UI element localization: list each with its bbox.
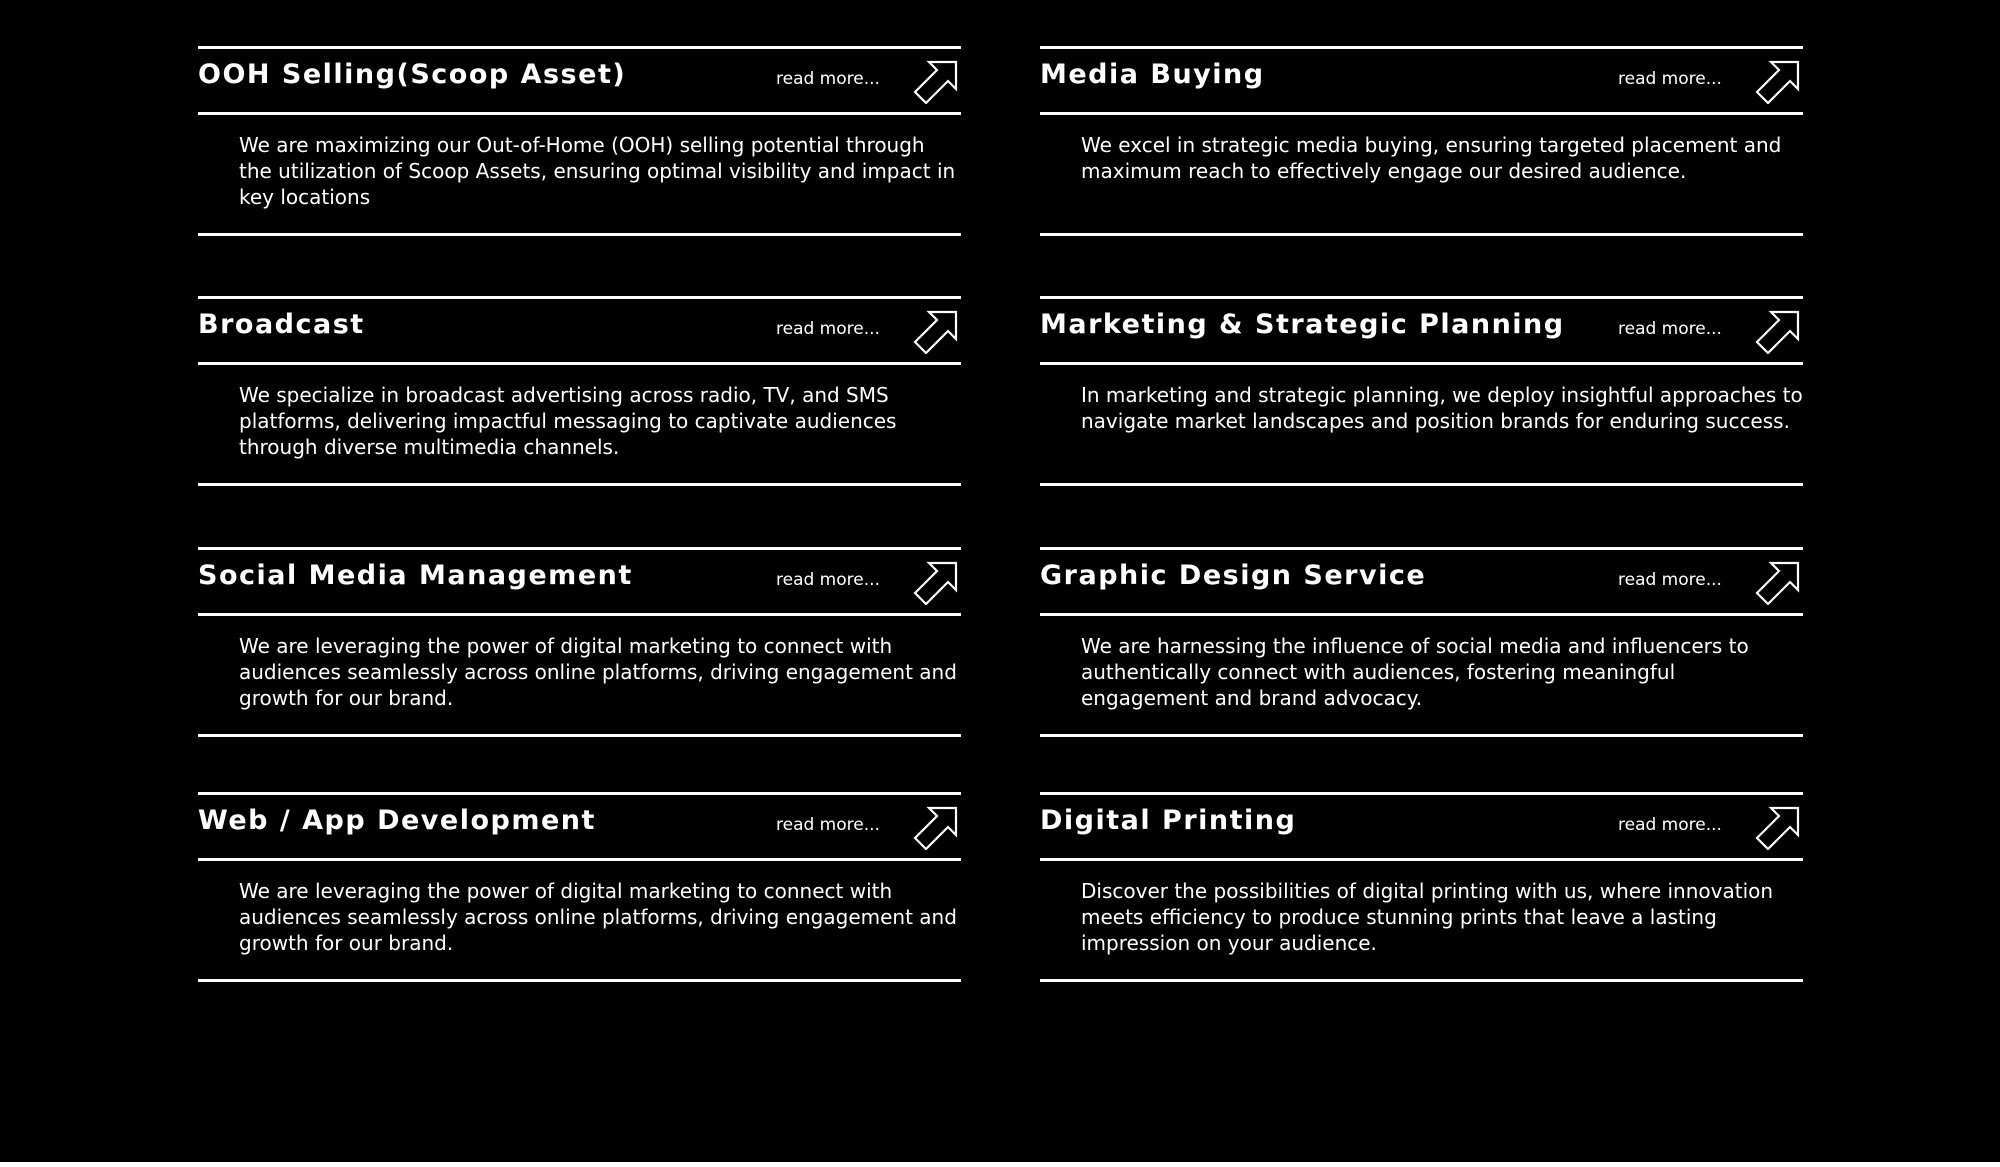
- service-description: Discover the possibilities of digital printing with us, where innovation meets efficiency to produce stunning prints that leave a lasting impression on your audience.: [1081, 879, 1774, 955]
- service-title: OOH Selling(Scoop Asset): [198, 59, 627, 90]
- divider: [1040, 46, 1803, 49]
- divider: [1040, 362, 1803, 365]
- divider: [198, 233, 961, 236]
- service-title: Broadcast: [198, 309, 365, 340]
- service-card-digital-printing: [1040, 792, 1803, 985]
- arrow-up-right-icon[interactable]: [912, 306, 960, 354]
- divider: [1040, 296, 1803, 299]
- arrow-up-right-icon[interactable]: [912, 56, 960, 104]
- read-more-link[interactable]: read more...: [776, 815, 880, 835]
- read-more-link[interactable]: read more...: [1618, 815, 1722, 835]
- divider: [198, 792, 961, 795]
- service-card-web-app: [198, 792, 961, 985]
- divider: [1040, 979, 1803, 982]
- service-description: We excel in strategic media buying, ensuring targeted placement and maximum reach to effectively engage our desired audience.: [1081, 133, 1782, 183]
- divider: [198, 112, 961, 115]
- page-bottom-edge: [0, 1162, 2000, 1167]
- service-card-broadcast: [198, 296, 961, 489]
- divider: [198, 362, 961, 365]
- service-card-graphic-design: [1040, 547, 1803, 740]
- service-title: Social Media Management: [198, 560, 633, 591]
- divider: [198, 979, 961, 982]
- divider: [198, 734, 961, 737]
- service-card-media-buying: [1040, 46, 1803, 239]
- arrow-up-right-icon[interactable]: [1754, 802, 1802, 850]
- service-card-ooh-selling: [198, 46, 961, 239]
- divider: [1040, 858, 1803, 861]
- divider: [198, 296, 961, 299]
- service-description: We specialize in broadcast advertising across radio, TV, and SMS platforms, delivering impactful messaging to captivate audiences through diverse multimedia channels.: [239, 383, 897, 459]
- divider: [198, 547, 961, 550]
- service-card-social-media: [198, 547, 961, 740]
- service-description: In marketing and strategic planning, we deploy insightful approaches to navigate market landscapes and position brands for enduring success.: [1081, 383, 1803, 433]
- divider: [1040, 112, 1803, 115]
- service-title: Graphic Design Service: [1040, 560, 1427, 591]
- read-more-link[interactable]: read more...: [776, 570, 880, 590]
- divider: [198, 46, 961, 49]
- divider: [1040, 483, 1803, 486]
- divider: [198, 858, 961, 861]
- service-card-marketing-planning: [1040, 296, 1803, 489]
- service-title: Marketing & Strategic Planning: [1040, 309, 1565, 340]
- arrow-up-right-icon[interactable]: [1754, 306, 1802, 354]
- service-title: Media Buying: [1040, 59, 1265, 90]
- service-description: We are maximizing our Out-of-Home (OOH) selling potential through the utilization of Scoop Assets, ensuring optimal visibility and impact in key locations: [239, 133, 956, 209]
- read-more-link[interactable]: read more...: [776, 319, 880, 339]
- arrow-up-right-icon[interactable]: [912, 802, 960, 850]
- read-more-link[interactable]: read more...: [776, 69, 880, 89]
- divider: [1040, 547, 1803, 550]
- arrow-up-right-icon[interactable]: [1754, 557, 1802, 605]
- divider: [1040, 734, 1803, 737]
- service-title: Digital Printing: [1040, 805, 1297, 836]
- arrow-up-right-icon[interactable]: [1754, 56, 1802, 104]
- service-description: We are leveraging the power of digital marketing to connect with audiences seamlessly across online platforms, driving engagement and growth for our brand.: [239, 634, 957, 710]
- divider: [1040, 233, 1803, 236]
- divider: [1040, 613, 1803, 616]
- service-description: We are leveraging the power of digital marketing to connect with audiences seamlessly across online platforms, driving engagement and growth for our brand.: [239, 879, 957, 955]
- divider: [198, 613, 961, 616]
- arrow-up-right-icon[interactable]: [912, 557, 960, 605]
- divider: [198, 483, 961, 486]
- divider: [1040, 792, 1803, 795]
- read-more-link[interactable]: read more...: [1618, 570, 1722, 590]
- service-description: We are harnessing the influence of social media and influencers to authentically connect with audiences, fostering meaningful engagement and brand advocacy.: [1081, 634, 1749, 710]
- read-more-link[interactable]: read more...: [1618, 319, 1722, 339]
- service-title: Web / App Development: [198, 805, 596, 836]
- read-more-link[interactable]: read more...: [1618, 69, 1722, 89]
